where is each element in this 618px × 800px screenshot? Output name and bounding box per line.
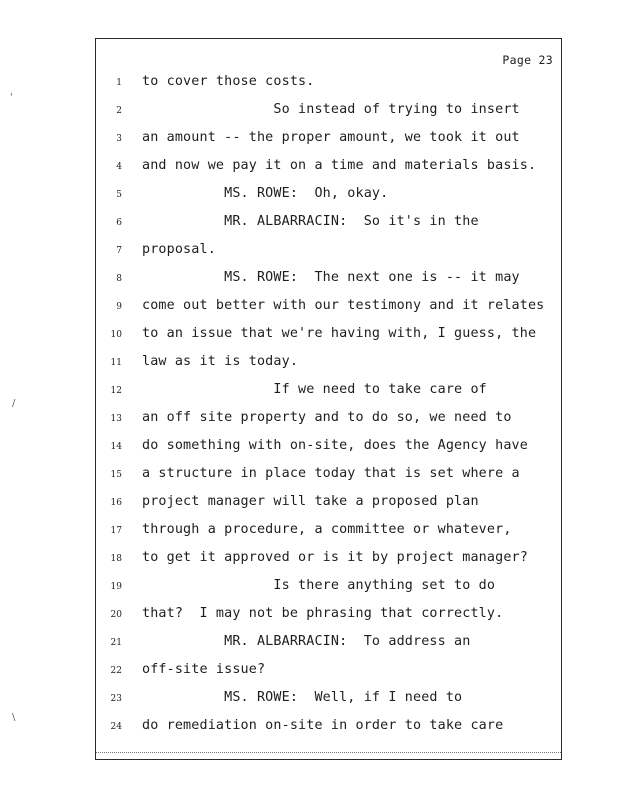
line-number: 7 [116,246,122,256]
line-number: 15 [110,470,122,480]
scan-mark-bottom: \ [12,712,16,723]
transcript-line [96,157,561,185]
transcript-line [96,185,561,213]
line-text: If we need to take care of [142,382,487,397]
transcript-line [96,577,561,605]
line-text: MR. ALBARRACIN: To address an [142,634,471,649]
transcript-lines [96,73,561,745]
line-text: through a procedure, a committee or whatever, [142,522,512,537]
transcript-line [96,73,561,101]
line-number: 20 [110,610,122,620]
transcript-line [96,661,561,689]
line-number: 19 [110,582,122,592]
line-number: 4 [116,162,122,172]
line-number: 2 [116,106,122,116]
transcript-line [96,129,561,157]
transcript-line [96,101,561,129]
transcript-line [96,325,561,353]
line-number: 21 [110,638,122,648]
transcript-line [96,689,561,717]
line-text: an amount -- the proper amount, we took it out [142,130,520,145]
transcript-line [96,409,561,437]
line-number: 13 [110,414,122,424]
transcript-line [96,437,561,465]
line-text: do something with on-site, does the Agency have [142,438,528,453]
transcript-line [96,381,561,409]
line-number: 6 [116,218,122,228]
transcript-line [96,269,561,297]
line-text: to an issue that we're having with, I guess, the [142,326,537,341]
transcript-line [96,241,561,269]
line-text: MS. ROWE: Well, if I need to [142,690,463,705]
line-number: 10 [110,330,122,340]
page-number: Page 23 [502,53,553,67]
line-text: MS. ROWE: Oh, okay. [142,186,389,201]
transcript-line [96,605,561,633]
line-text: off-site issue? [142,662,266,677]
transcript-line [96,549,561,577]
bottom-rule [96,752,561,753]
line-text: do remediation on-site in order to take care [142,718,504,733]
line-number: 3 [116,134,122,144]
line-text: project manager will take a proposed plan [142,494,479,509]
line-text: law as it is today. [142,354,299,369]
transcript-line [96,213,561,241]
transcript-line [96,353,561,381]
line-number: 5 [116,190,122,200]
transcript-line [96,493,561,521]
line-number: 12 [110,386,122,396]
line-text: a structure in place today that is set where a [142,466,520,481]
line-text: proposal. [142,242,216,257]
scan-mark-top: ' [10,92,13,103]
line-text: to cover those costs. [142,74,315,89]
line-text: So instead of trying to insert [142,102,520,117]
line-number: 1 [116,78,122,88]
line-number: 22 [110,666,122,676]
transcript-line [96,465,561,493]
line-text: MS. ROWE: The next one is -- it may [142,270,520,285]
transcript-line [96,633,561,661]
line-number: 16 [110,498,122,508]
line-text: to get it approved or is it by project manager? [142,550,528,565]
transcript-line [96,297,561,325]
scan-mark-middle: / [12,398,16,409]
line-number: 23 [110,694,122,704]
line-text: come out better with our testimony and it relates [142,298,545,313]
line-number: 24 [110,722,122,732]
line-text: an off site property and to do so, we need to [142,410,512,425]
line-text: that? I may not be phrasing that correctly. [142,606,504,621]
transcript-line [96,717,561,745]
line-number: 14 [110,442,122,452]
line-text: and now we pay it on a time and materials basis. [142,158,537,173]
line-number: 11 [110,358,122,368]
line-number: 17 [110,526,122,536]
transcript-line [96,521,561,549]
line-number: 9 [116,302,122,312]
line-text: Is there anything set to do [142,578,496,593]
line-number: 18 [110,554,122,564]
transcript-page [95,38,562,760]
line-text: MR. ALBARRACIN: So it's in the [142,214,479,229]
line-number: 8 [116,274,122,284]
